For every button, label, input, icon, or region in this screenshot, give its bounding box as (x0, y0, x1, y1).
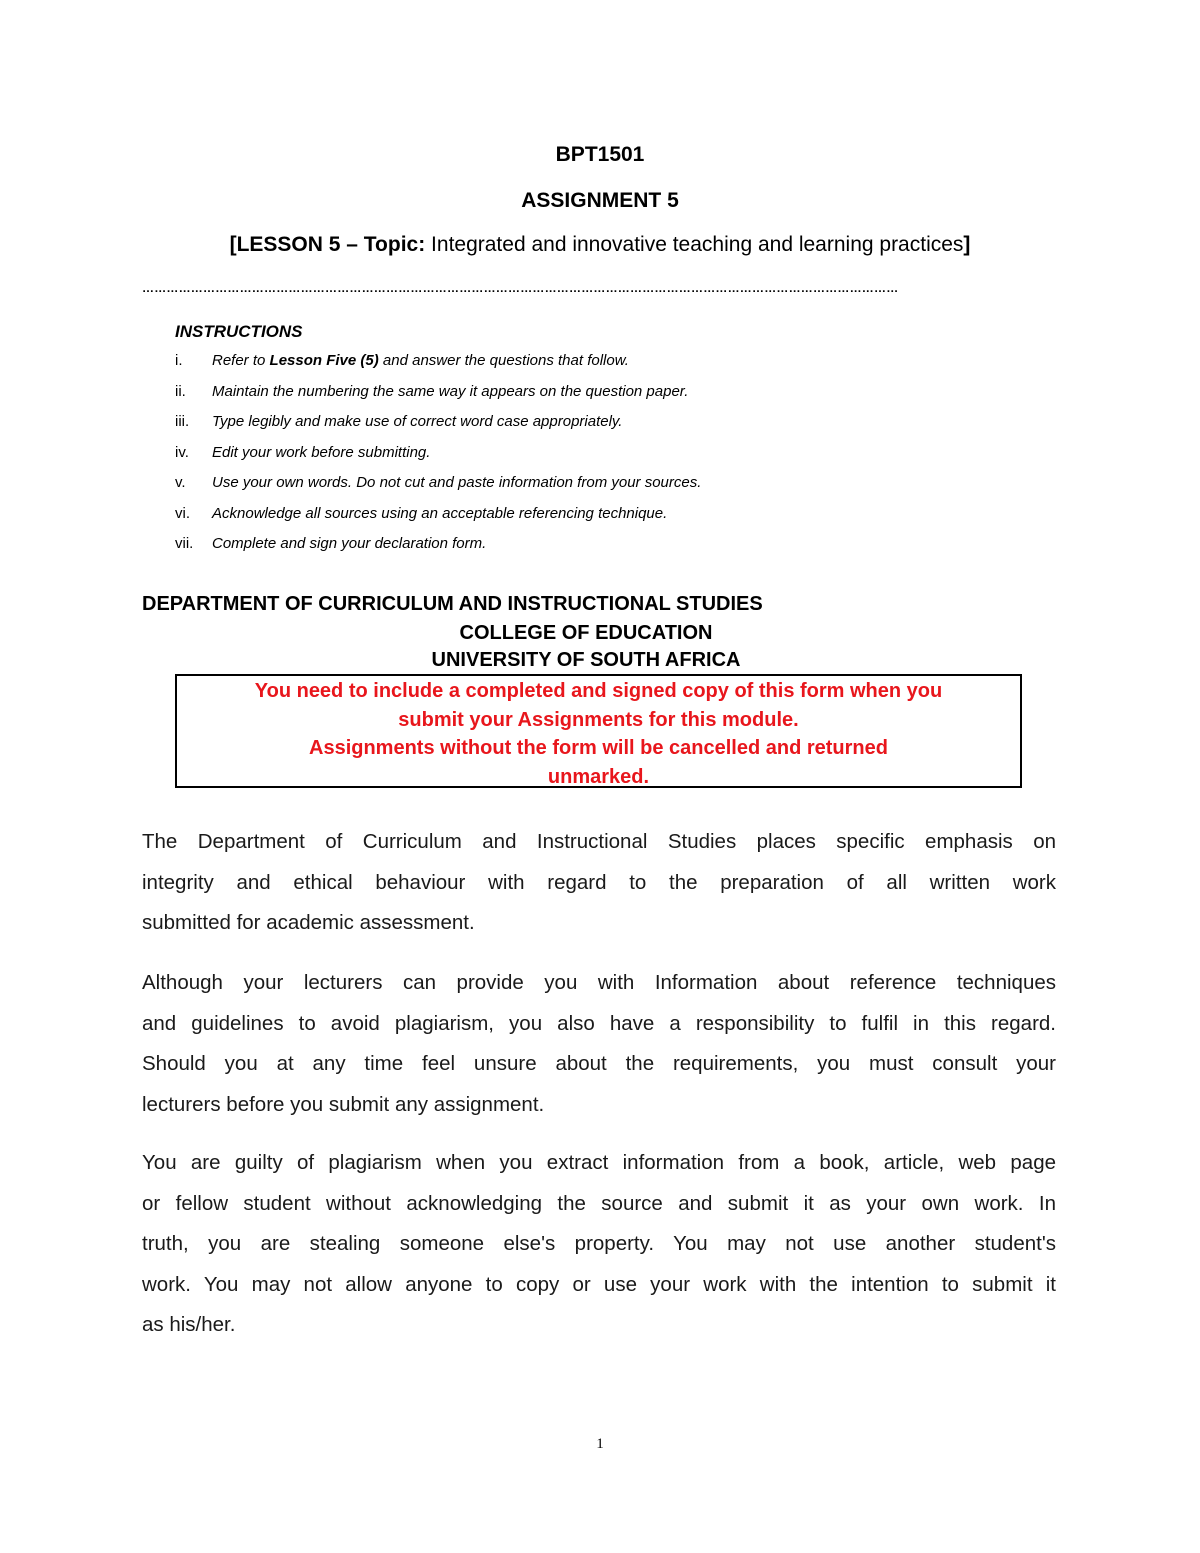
instruction-text: Acknowledge all sources using an acceptable referencing technique. (212, 504, 668, 522)
instruction-number: v. (175, 474, 186, 491)
instruction-item (175, 383, 1075, 414)
paragraph-line: Although your lecturers can provide you with Information about reference techniques (142, 971, 1056, 994)
lesson-prefix: [LESSON 5 – Topic: (229, 233, 426, 256)
notice-line: Assignments without the form will be cancelled and returned (309, 737, 888, 759)
university-name: UNIVERSITY OF SOUTH AFRICA (431, 649, 741, 671)
paragraph-line: truth, you are stealing someone else's property. You may not use another student's (142, 1232, 1056, 1255)
instruction-text: Type legibly and make use of correct word case appropriately. (212, 413, 623, 430)
paragraph-line: or fellow student without acknowledging the source and submit it as your own work. In (142, 1191, 1056, 1215)
instruction-text: Maintain the numbering the same way it appears on the question paper. (212, 382, 689, 400)
instruction-number: vi. (175, 504, 190, 522)
instruction-item (175, 535, 1075, 566)
instruction-text: Use your own words. Do not cut and paste information from your sources. (212, 474, 702, 491)
instruction-text-bold: Lesson Five (5) (269, 352, 379, 369)
lesson-topic-line (0, 233, 1200, 257)
instruction-item (175, 505, 1075, 536)
instruction-item (175, 352, 1075, 383)
instruction-number: iv. (175, 443, 189, 461)
paragraph-line: lecturers before you submit any assignment. (142, 1092, 545, 1116)
instruction-text-pre: Refer to (212, 352, 270, 369)
instruction-number: iii. (175, 413, 190, 430)
instruction-number: vii. (175, 535, 194, 552)
instruction-text-post: and answer the questions that follow. (378, 352, 629, 369)
college-name: COLLEGE OF EDUCATION (459, 622, 713, 644)
department-name: DEPARTMENT OF CURRICULUM AND INSTRUCTIONAL STUDIES (142, 593, 763, 615)
notice-line: unmarked. (547, 765, 650, 788)
notice-line: You need to include a completed and signed copy of this form when you (254, 680, 943, 702)
paragraph-line: as his/her. (142, 1313, 236, 1336)
paragraph-plagiarism (142, 1143, 1056, 1346)
course-code: BPT1501 (555, 143, 645, 166)
paragraph-line: integrity and ethical behaviour with regard to the preparation of all written work (142, 870, 1056, 894)
instruction-text: Complete and sign your declaration form. (212, 535, 487, 552)
instruction-number: i. (175, 352, 183, 369)
paragraph-emphasis (142, 822, 1056, 944)
dotted-separator: …………………………………………………………………………………………………………………………………………………………………… (142, 281, 899, 295)
page-number: 1 (596, 1436, 604, 1452)
paragraph-line: The Department of Curriculum and Instructional Studies places specific emphasis on (142, 830, 1056, 853)
instruction-text: Edit your work before submitting. (212, 443, 431, 461)
declaration-notice-box (175, 674, 1022, 788)
instruction-number: ii. (175, 382, 186, 400)
lesson-suffix: ] (963, 233, 971, 256)
instructions-heading: INSTRUCTIONS (175, 322, 303, 341)
assignment-title: ASSIGNMENT 5 (521, 189, 679, 212)
instruction-item (175, 413, 1075, 444)
instruction-item (175, 474, 1075, 505)
paragraph-line: Should you at any time feel unsure about the requirements, you must consult your (142, 1052, 1056, 1075)
instruction-text (212, 352, 629, 369)
paragraph-line: and guidelines to avoid plagiarism, you also have a responsibility to fulfil in this regard. (142, 1011, 1056, 1035)
paragraph-line: work. You may not allow anyone to copy or use your work with the intention to submit it (142, 1272, 1056, 1296)
lesson-topic: Integrated and innovative teaching and learning practices (425, 233, 964, 256)
paragraph-line: You are guilty of plagiarism when you extract information from a book, article, web page (142, 1151, 1056, 1174)
instructions-list (175, 352, 1075, 566)
instruction-item (175, 444, 1075, 475)
paragraph-line: submitted for academic assessment. (142, 911, 475, 934)
notice-line: submit your Assignments for this module. (398, 708, 799, 731)
paragraph-lecturers (142, 963, 1056, 1125)
